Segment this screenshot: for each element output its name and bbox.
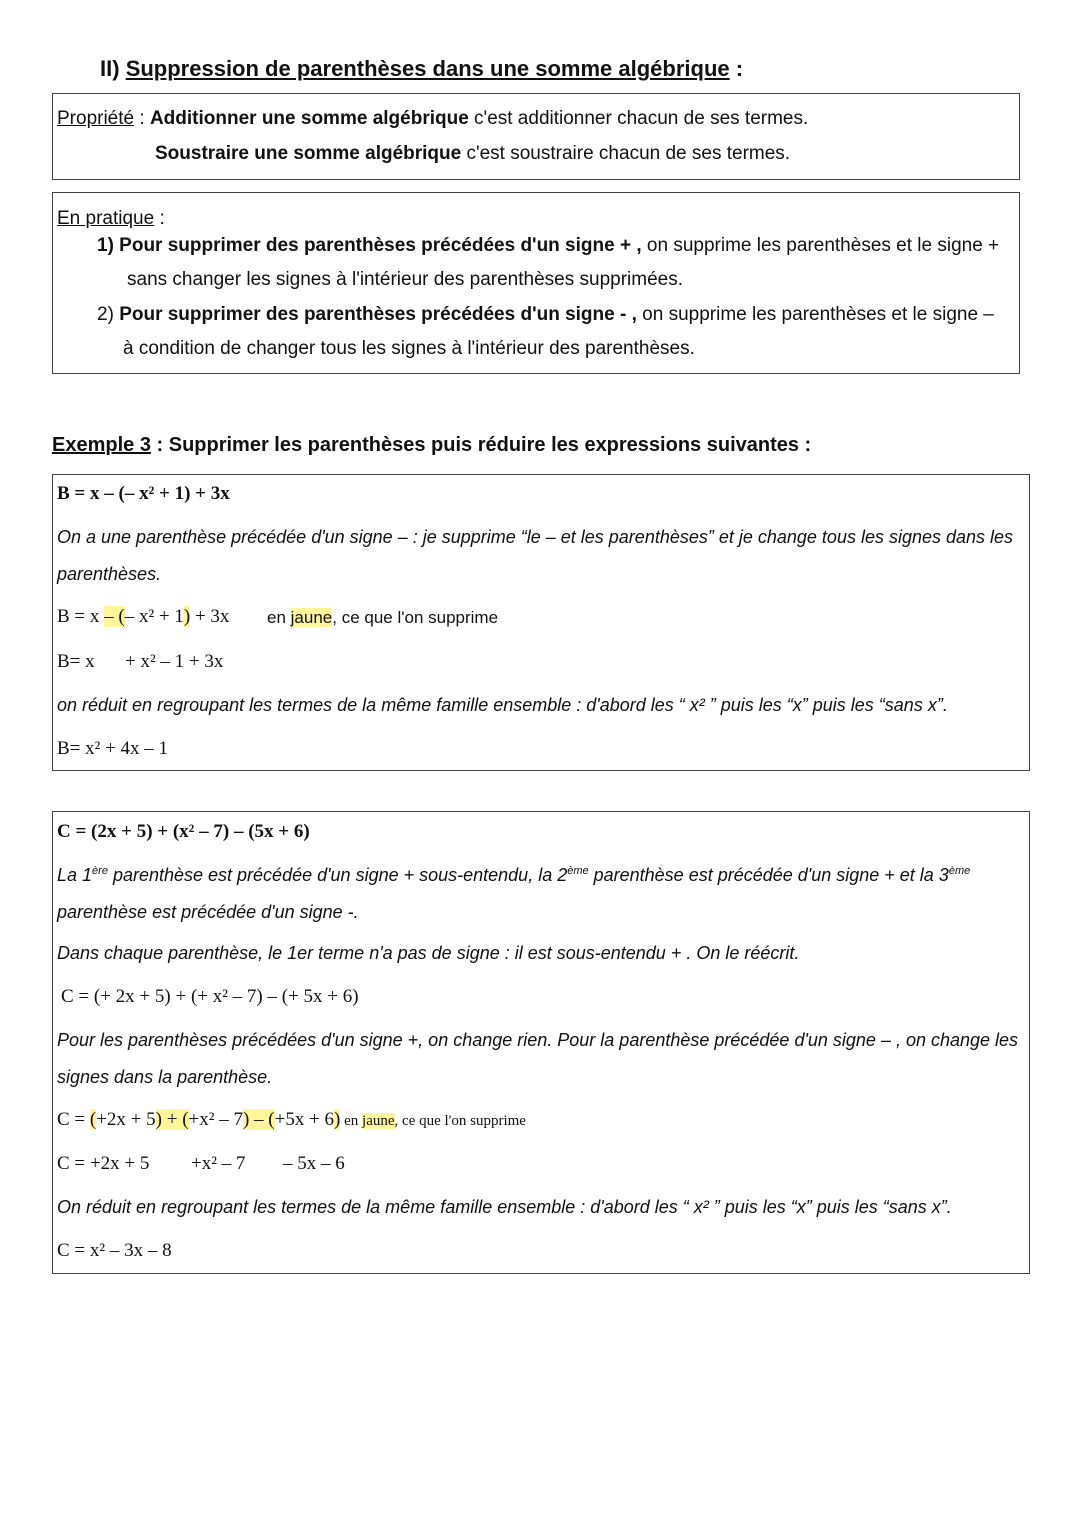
- section-title-text: Suppression de parenthèses dans une somme algébrique: [125, 56, 730, 81]
- example-b-box: [52, 474, 1030, 771]
- b-highlight-line: B = x – (– x² + 1) + 3x: [57, 606, 230, 627]
- pratique-rule-2-cont: à condition de changer tous les signes à l'intérieur des parenthèses.: [123, 338, 695, 359]
- propriete-line-2: Soustraire une somme algébrique c'est soustraire chacun de ses termes.: [155, 143, 791, 164]
- pratique-rule-1: 1) Pour supprimer des parenthèses précédées d'un signe + , on supprime les parenthèses et le signe +: [97, 235, 1000, 256]
- section-title: [100, 56, 743, 82]
- b-explanation-1: On a une parenthèse précédée d'un signe – : je supprime “le – et les parenthèses” et je change tous les signes dans les: [57, 527, 1014, 547]
- b-step-1b: + x² – 1 + 3x: [125, 651, 224, 672]
- c-highlight-1: (: [89, 1109, 97, 1130]
- b-reduce-text: on réduit en regroupant les termes de la même famille ensemble : d'abord les “ x² ” puis les “x” puis les “sans x”.: [57, 695, 948, 715]
- b-highlight-2: ): [183, 606, 191, 627]
- c-step-b: +x² – 7: [191, 1153, 246, 1174]
- c-step-c: – 5x – 6: [283, 1153, 345, 1174]
- section-number: II): [100, 56, 120, 81]
- c-rewrite: C = (+ 2x + 5) + (+ x² – 7) – (+ 5x + 6): [61, 986, 359, 1007]
- c-highlight-4: ): [334, 1109, 341, 1130]
- c-explanation-3: Dans chaque parenthèse, le 1er terme n'a pas de signe : il est sous-entendu + . On le réécrit.: [57, 943, 800, 963]
- b-note: en jaune, ce que l'on supprime: [267, 608, 499, 627]
- c-result: C = x² – 3x – 8: [57, 1240, 172, 1261]
- pratique-rule-1-cont: sans changer les signes à l'intérieur des parenthèses supprimées.: [127, 269, 683, 290]
- propriete-label: Propriété: [57, 108, 135, 129]
- propriete-bold-1: Additionner une somme algébrique: [149, 108, 469, 129]
- c-step-a: C = +2x + 5: [57, 1153, 150, 1174]
- c-heading: C = (2x + 5) + (x² – 7) – (5x + 6): [57, 821, 310, 842]
- propriete-line-1: Propriété : Additionner une somme algébrique c'est additionner chacun de ses termes.: [57, 108, 809, 129]
- c-explanation-5: signes dans la parenthèse.: [57, 1067, 273, 1087]
- propriete-box: [52, 93, 1020, 180]
- b-heading: B = x – (– x² + 1) + 3x: [57, 483, 230, 504]
- b-explanation-2: parenthèses.: [57, 564, 162, 584]
- pratique-label: En pratique: [57, 208, 155, 229]
- c-reduce-text: On réduit en regroupant les termes de la même famille ensemble : d'abord les “ x² ” puis les “x” puis les “sans x”.: [57, 1197, 952, 1217]
- exemple-heading: [52, 434, 811, 457]
- b-step-1a: B= x: [57, 651, 95, 672]
- c-explanation-4: Pour les parenthèses précédées d'un signe +, on change rien. Pour la parenthèse précédée d'un signe – , on change les: [57, 1030, 1019, 1050]
- b-result: B= x² + 4x – 1: [57, 738, 169, 759]
- exemple-title: : Supprimer les parenthèses puis réduire les expressions suivantes :: [150, 434, 812, 456]
- section-title-colon: :: [729, 56, 744, 81]
- c-highlight-3: ) – (: [242, 1109, 275, 1130]
- example-c-box: [52, 811, 1030, 1274]
- c-explanation-2: parenthèse est précédée d'un signe -.: [57, 902, 359, 922]
- exemple-label: Exemple 3: [52, 434, 151, 456]
- b-highlight-1: – (: [104, 606, 125, 627]
- pratique-rule-2: 2) Pour supprimer des parenthèses précédées d'un signe - , on supprime les parenthèses et le signe –: [97, 304, 994, 325]
- pratique-heading: En pratique :: [57, 208, 165, 229]
- c-highlight-line: C = (+2x + 5) + (+x² – 7) – (+5x + 6) en jaune, ce que l'on supprime: [57, 1109, 526, 1130]
- pratique-box: [52, 192, 1020, 374]
- c-highlight-2: ) + (: [155, 1109, 189, 1130]
- propriete-bold-2: Soustraire une somme algébrique: [155, 143, 462, 164]
- c-explanation-1: La 1ère parenthèse est précédée d'un signe + sous-entendu, la 2ème parenthèse est précédée d'un signe + et la 3ème: [57, 865, 971, 885]
